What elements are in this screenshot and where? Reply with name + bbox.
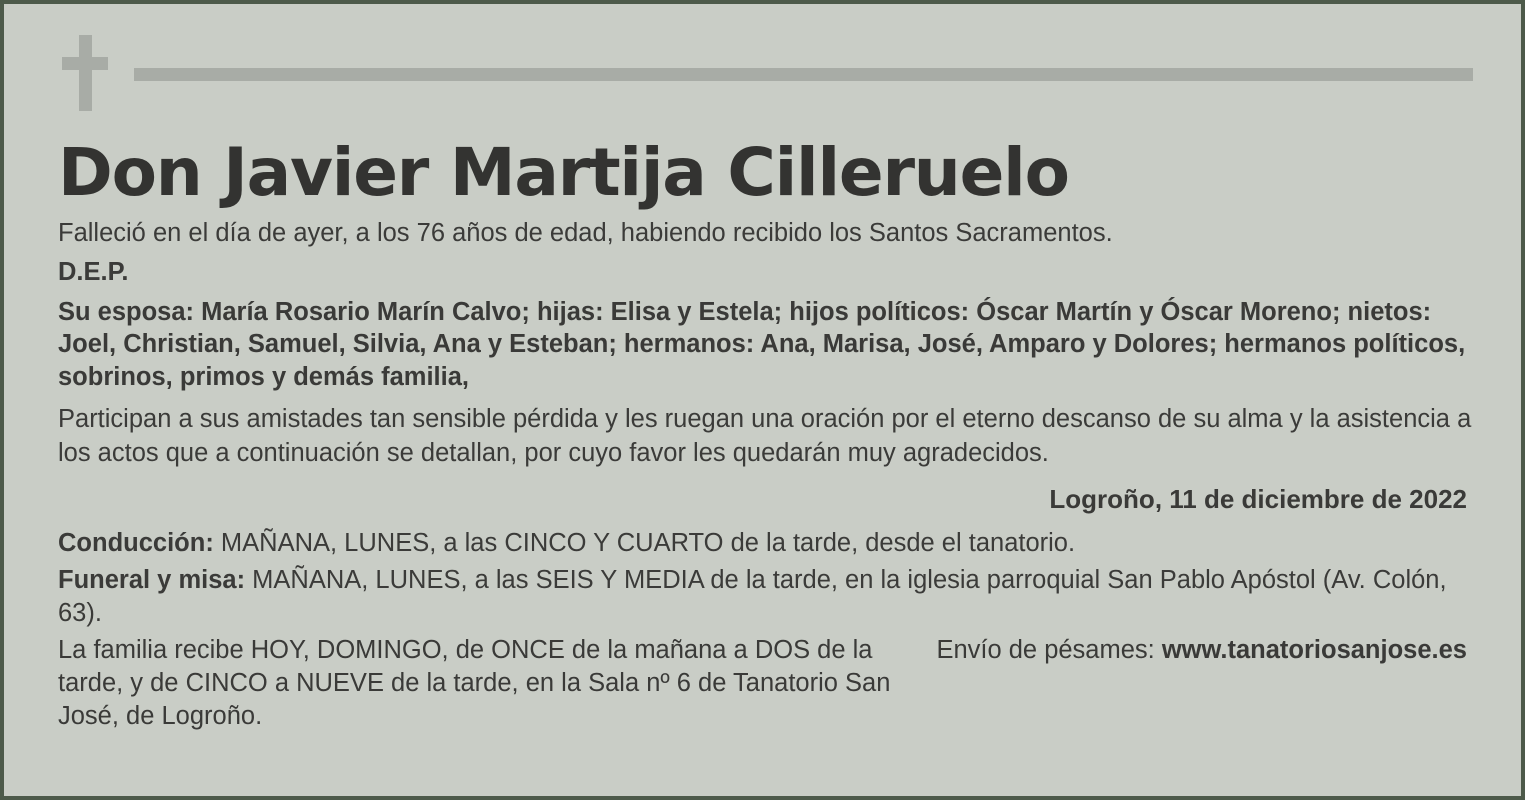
deceased-name: Don Javier Martija Cilleruelo [58, 134, 1069, 211]
condolences-label: Envío de pésames: [936, 636, 1162, 665]
acts-section [52, 527, 1473, 630]
notice-header [52, 30, 1473, 116]
act-funeral-text: MAÑANA, LUNES, a las SEIS Y MEDIA de la tarde, en la iglesia parroquial San Pablo Apóstol (Av. Colón, 63). [58, 565, 1447, 628]
act-conduccion [58, 527, 1473, 560]
dep-abbreviation: D.E.P. [58, 258, 129, 287]
cross-vertical-bar [79, 35, 92, 111]
act-funeral [58, 564, 1473, 630]
place-and-date: Logroño, 11 de diciembre de 2022 [1049, 483, 1467, 514]
reception-info: La familia recibe HOY, DOMINGO, de ONCE de la mañana a DOS de la tarde, y de CINCO a NUEVE de la tarde, en la Sala nº 6 de Tanatorio San José, de Logroño. [58, 636, 891, 731]
death-statement: Falleció en el día de ayer, a los 76 años de edad, habiendo recibido los Santos Sacramentos. [58, 219, 1113, 248]
participation-text: Participan a sus amistades tan sensible pérdida y les ruegan una oración por el eterno descanso de su alma y la asistencia a los actos que a continuación se detallan, por cuyo favor les quedarán muy agradecidos. [58, 405, 1472, 467]
act-conduccion-label: Conducción: [58, 528, 214, 557]
condolences-url[interactable]: www.tanatoriosanjose.es [1161, 636, 1467, 665]
cross-icon [62, 35, 108, 111]
act-funeral-label: Funeral y misa: [58, 565, 246, 594]
notice-footer [58, 634, 1467, 733]
family-members: Su esposa: María Rosario Marín Calvo; hijas: Elisa y Estela; hijos políticos: Óscar Martín y Óscar Moreno; nietos: Joel, Christian, Samuel, Silvia, Ana y Esteban; hermanos: Ana, Marisa, José, Amparo y Dolores; hermanos políticos, sobrinos, primos y demás familia, [58, 297, 1466, 391]
header-divider [134, 68, 1473, 81]
act-conduccion-text: MAÑANA, LUNES, a las CINCO Y CUARTO de la tarde, desde el tanatorio. [213, 528, 1076, 557]
cross-horizontal-bar [62, 57, 108, 70]
condolences-line [936, 636, 1467, 665]
